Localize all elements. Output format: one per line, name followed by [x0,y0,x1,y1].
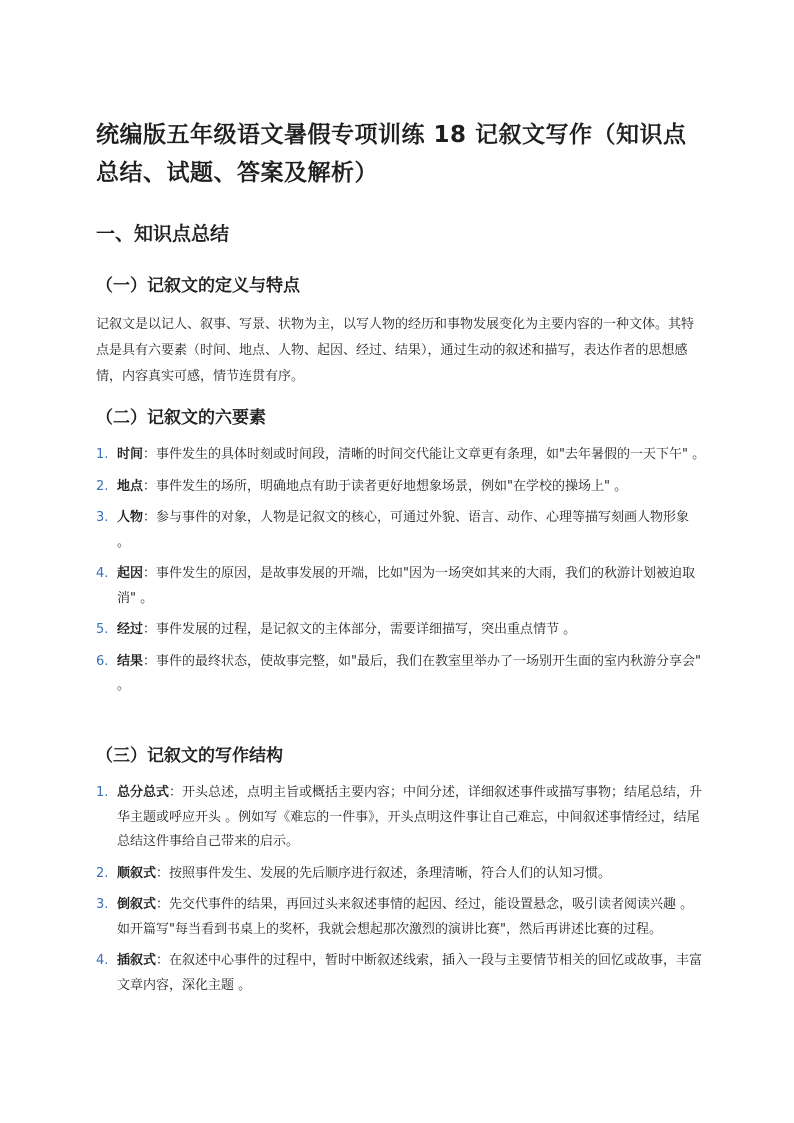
list-term: 结果 [117,653,144,669]
list-term: 经过 [117,622,144,637]
list-term: 插叙式 [117,953,157,968]
list-number: 2. [96,478,109,494]
subsection-heading-six-elements: （二）记叙文的六要素 [96,408,266,428]
list-item [96,893,706,942]
list-item [96,475,706,500]
list-term: 起因 [117,566,144,581]
list-number: 5. [96,622,109,637]
list-number: 1. [96,447,109,462]
list-number: 1. [96,785,109,800]
list-number: 2. [96,865,109,881]
list-number: 3. [96,897,109,912]
list-term: 人物 [117,510,144,525]
list-text: ：事件发展的过程，是记叙文的主体部分，需要详细描写，突出重点情节 。 [143,622,577,637]
list-number: 4. [96,953,109,968]
list-number: 3. [96,510,109,525]
list-item [96,650,706,699]
list-number: 6. [96,653,109,669]
subsection-heading-definition: （一）记叙文的定义与特点 [96,276,300,296]
list-item [96,562,706,611]
list-term: 顺叙式 [117,865,157,881]
list-item [96,862,706,887]
list-term: 时间 [117,447,144,462]
section-heading-knowledge-summary: 一、知识点总结 [96,223,230,245]
subsection-heading-structure: （三）记叙文的写作结构 [96,746,283,766]
list-item [96,949,706,998]
list-text: ：先交代事件的结果，再回过头来叙述事情的起因、经过，能设置悬念，吸引读者阅读兴趣 。如开篇写"每当看到书桌上的奖杯，我就会想起那次激烈的演讲比赛"，然后再讲述比赛的过程。 [117,897,694,937]
list-text: ：事件的最终状态，使故事完整，如"最后，我们在教室里举办了一场别开生面的室内秋游分享会" 。 [117,653,701,693]
list-item [96,781,706,855]
list-item [96,443,706,468]
list-text: ：在叙述中心事件的过程中，暂时中断叙述线索，插入一段与主要情节相关的回忆或故事，丰富文章内容，深化主题 。 [117,953,703,993]
list-item [96,506,706,555]
list-term: 地点 [117,478,144,494]
list-term: 倒叙式 [117,897,157,912]
writing-structure-list [96,781,706,1005]
list-item [96,618,706,643]
list-text: ：参与事件的对象，人物是记叙文的核心，可通过外貌、语言、动作、心理等描写刻画人物形象 。 [117,510,690,550]
definition-paragraph: 记叙文是以记人、叙事、写景、状物为主，以写人物的经历和事物发展变化为主要内容的一种文体。其特点是具有六要素（时间、地点、人物、起因、经过、结果），通过生动的叙述和描写，表达作者的思想感情，内容真实可感，情节连贯有序。 [96,317,695,384]
six-elements-list [96,443,706,706]
list-number: 4. [96,566,109,581]
list-term: 总分总式 [117,785,170,800]
list-text: ：事件发生的具体时刻或时间段，清晰的时间交代能让文章更有条理，如"去年暑假的一天下午" 。 [143,447,706,462]
list-text: ：按照事件发生、发展的先后顺序进行叙述，条理清晰，符合人们的认知习惯。 [156,865,612,881]
page-title: 统编版五年级语文暑假专项训练 18 记叙文写作（知识点总结、试题、答案及解析） [96,122,687,186]
list-text: ：事件发生的场所，明确地点有助于读者更好地想象场景，例如"在学校的操场上" 。 [143,478,628,494]
list-text: ：事件发生的原因，是故事发展的开端，比如"因为一场突如其来的大雨，我们的秋游计划被迫取消" 。 [117,566,695,606]
list-text: ：开头总述，点明主旨或概括主要内容；中间分述，详细叙述事件或描写事物；结尾总结，升华主题或呼应开头 。例如写《难忘的一件事》，开头点明这件事让自己难忘，中间叙述事情经过，结尾总结这件事给自己带来的启示。 [117,785,703,849]
